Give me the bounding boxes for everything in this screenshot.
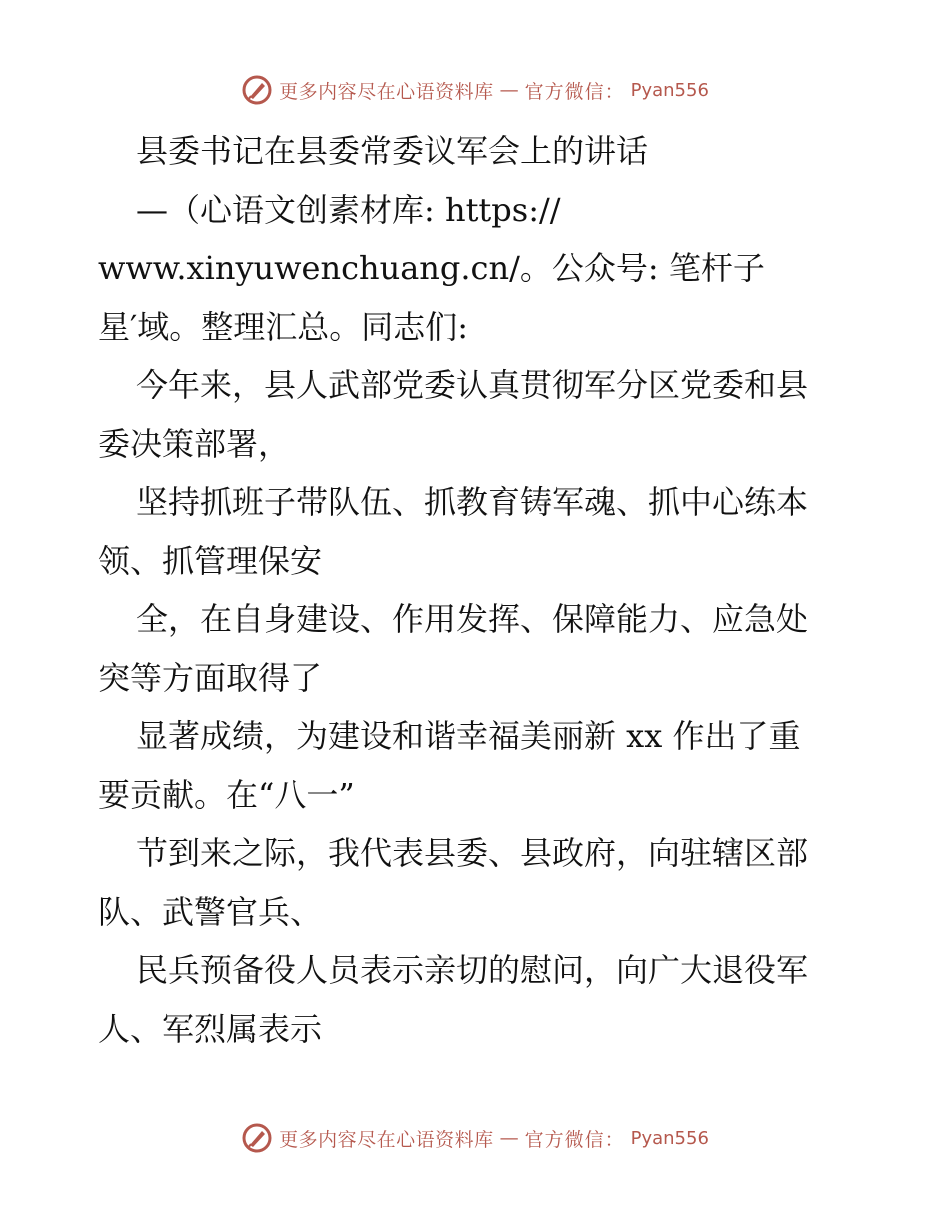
paragraph-line: 全，在自身建设、作用发挥、保障能力、应急处: [136, 600, 809, 638]
banner-wechat-handle: Pyan556: [630, 1127, 709, 1149]
banner-wechat-label: 官方微信：: [524, 80, 625, 103]
paragraph-line: 民兵预备役人员表示亲切的慰问，向广大退役军: [136, 951, 809, 989]
paragraph-line: 今年来，县人武部党委认真贯彻军分区党委和县: [136, 366, 809, 404]
banner-text: 更多内容尽在心语资料库: [279, 1128, 494, 1151]
banner-dash: —: [499, 79, 519, 101]
paragraph-line: 节到来之际，我代表县委、县政府，向驻辖区部: [136, 834, 809, 872]
source-line-2: www.xinyuwenchuang.cn/。公众号: 笔杆子: [98, 249, 765, 287]
quill-pen-icon: [241, 1122, 273, 1154]
paragraph-line: 领、抓管理保安: [98, 541, 323, 580]
paragraph-line: 显著成绩，为建设和谐幸福美丽新 xx 作出了重: [136, 717, 801, 755]
paragraph-line: 委决策部署，: [98, 424, 291, 463]
header-banner: [0, 70, 950, 110]
paragraph-line: 突等方面取得了: [98, 658, 323, 697]
source-line-3: 星′域。整理汇总。同志们:: [98, 307, 469, 346]
paragraph-line: 队、武警官兵、: [98, 892, 323, 931]
document-body: [98, 122, 858, 1058]
paragraph-line: 要贡献。在“八一”: [98, 775, 355, 814]
source-line-1: —（心语文创素材库: https://: [136, 190, 561, 229]
footer-banner: [0, 1118, 950, 1158]
banner-wechat-label: 官方微信：: [524, 1128, 625, 1151]
paragraph-line: 坚持抓班子带队伍、抓教育铸军魂、抓中心练本: [136, 483, 809, 521]
paragraph-line: 人、军烈属表示: [98, 1009, 323, 1048]
banner-wechat-handle: Pyan556: [630, 79, 709, 101]
banner-text: 更多内容尽在心语资料库: [279, 80, 494, 103]
banner-dash: —: [499, 1127, 519, 1149]
document-title: 县委书记在县委常委议军会上的讲话: [136, 132, 649, 170]
quill-pen-icon: [241, 74, 273, 106]
